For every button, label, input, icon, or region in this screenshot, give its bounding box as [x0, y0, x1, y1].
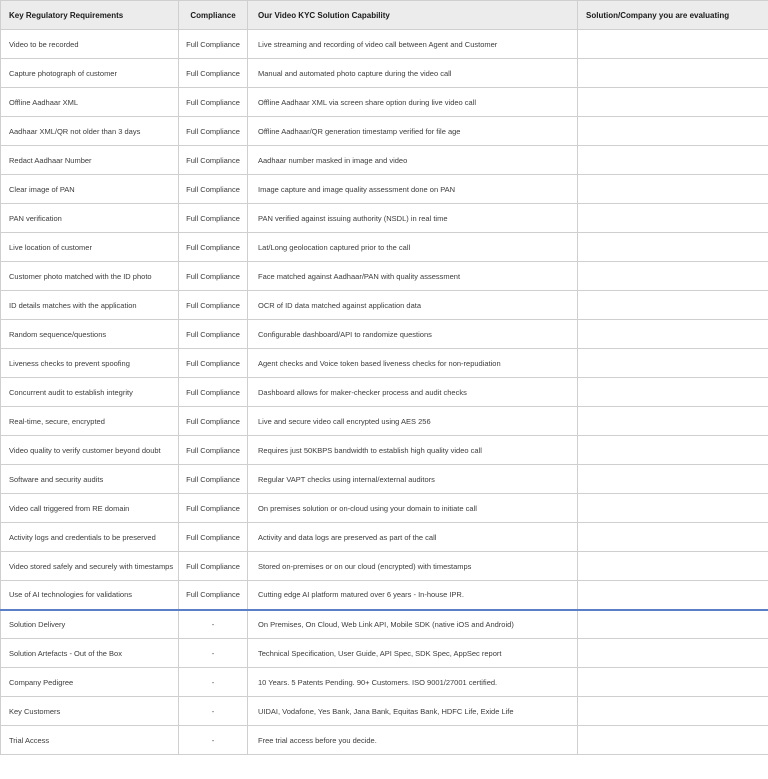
- capability-cell: Stored on-premises or on our cloud (encrypted) with timestamps: [248, 552, 578, 581]
- evaluation-cell: [578, 146, 768, 175]
- table-row: [1, 146, 768, 175]
- table-body: [1, 30, 768, 755]
- evaluation-cell: [578, 233, 768, 262]
- compliance-cell: Full Compliance: [179, 88, 248, 117]
- requirement-cell: PAN verification: [1, 204, 179, 233]
- capability-cell: Face matched against Aadhaar/PAN with quality assessment: [248, 262, 578, 291]
- table-row: [1, 465, 768, 494]
- table-row: [1, 262, 768, 291]
- table-row: [1, 117, 768, 146]
- header-row: [1, 1, 768, 30]
- capability-cell: Cutting edge AI platform matured over 6 years - In-house IPR.: [248, 581, 578, 610]
- table-row: [1, 88, 768, 117]
- requirement-cell: Key Customers: [1, 697, 179, 726]
- column-header-evaluation: Solution/Company you are evaluating: [578, 1, 768, 30]
- evaluation-cell: [578, 30, 768, 59]
- table-row: [1, 204, 768, 233]
- capability-cell: Manual and automated photo capture during the video call: [248, 59, 578, 88]
- requirement-cell: Redact Aadhaar Number: [1, 146, 179, 175]
- table-header: [1, 1, 768, 30]
- capability-cell: Regular VAPT checks using internal/external auditors: [248, 465, 578, 494]
- compliance-cell: Full Compliance: [179, 552, 248, 581]
- evaluation-cell: [578, 494, 768, 523]
- compliance-cell: Full Compliance: [179, 117, 248, 146]
- table-row: [1, 407, 768, 436]
- capability-cell: Aadhaar number masked in image and video: [248, 146, 578, 175]
- compliance-cell: Full Compliance: [179, 291, 248, 320]
- evaluation-cell: [578, 523, 768, 552]
- requirement-cell: Solution Delivery: [1, 610, 179, 639]
- compliance-cell: Full Compliance: [179, 465, 248, 494]
- capability-cell: Agent checks and Voice token based liveness checks for non-repudiation: [248, 349, 578, 378]
- capability-cell: 10 Years. 5 Patents Pending. 90+ Customers. ISO 9001/27001 certified.: [248, 668, 578, 697]
- compliance-cell: Full Compliance: [179, 436, 248, 465]
- compliance-cell: -: [179, 697, 248, 726]
- compliance-cell: -: [179, 726, 248, 755]
- requirement-cell: Liveness checks to prevent spoofing: [1, 349, 179, 378]
- table-row: [1, 552, 768, 581]
- table-row: [1, 378, 768, 407]
- evaluation-cell: [578, 378, 768, 407]
- compliance-cell: Full Compliance: [179, 494, 248, 523]
- requirement-cell: Activity logs and credentials to be preserved: [1, 523, 179, 552]
- requirement-cell: Video to be recorded: [1, 30, 179, 59]
- table-row: [1, 668, 768, 697]
- evaluation-cell: [578, 117, 768, 146]
- table-row: [1, 30, 768, 59]
- compliance-cell: Full Compliance: [179, 59, 248, 88]
- compliance-cell: Full Compliance: [179, 175, 248, 204]
- requirement-cell: Live location of customer: [1, 233, 179, 262]
- evaluation-cell: [578, 204, 768, 233]
- column-header-requirements: Key Regulatory Requirements: [1, 1, 179, 30]
- evaluation-cell: [578, 697, 768, 726]
- evaluation-cell: [578, 552, 768, 581]
- requirement-cell: ID details matches with the application: [1, 291, 179, 320]
- capability-cell: Lat/Long geolocation captured prior to the call: [248, 233, 578, 262]
- evaluation-cell: [578, 407, 768, 436]
- compliance-cell: Full Compliance: [179, 30, 248, 59]
- capability-cell: OCR of ID data matched against application data: [248, 291, 578, 320]
- requirement-cell: Software and security audits: [1, 465, 179, 494]
- compliance-cell: Full Compliance: [179, 146, 248, 175]
- compliance-cell: -: [179, 639, 248, 668]
- requirement-cell: Customer photo matched with the ID photo: [1, 262, 179, 291]
- capability-cell: Image capture and image quality assessment done on PAN: [248, 175, 578, 204]
- compliance-cell: -: [179, 668, 248, 697]
- compliance-cell: Full Compliance: [179, 378, 248, 407]
- compliance-cell: Full Compliance: [179, 262, 248, 291]
- capability-cell: Configurable dashboard/API to randomize questions: [248, 320, 578, 349]
- capability-cell: Live streaming and recording of video call between Agent and Customer: [248, 30, 578, 59]
- compliance-cell: Full Compliance: [179, 407, 248, 436]
- column-header-capability: Our Video KYC Solution Capability: [248, 1, 578, 30]
- compliance-cell: Full Compliance: [179, 349, 248, 378]
- table-row: [1, 523, 768, 552]
- table-row: [1, 233, 768, 262]
- requirement-cell: Use of AI technologies for validations: [1, 581, 179, 610]
- capability-cell: On Premises, On Cloud, Web Link API, Mobile SDK (native iOS and Android): [248, 610, 578, 639]
- evaluation-cell: [578, 465, 768, 494]
- requirement-cell: Company Pedigree: [1, 668, 179, 697]
- capability-cell: On premises solution or on-cloud using your domain to initiate call: [248, 494, 578, 523]
- compliance-cell: Full Compliance: [179, 523, 248, 552]
- table-row: [1, 581, 768, 610]
- column-header-compliance: Compliance: [179, 1, 248, 30]
- compliance-cell: Full Compliance: [179, 204, 248, 233]
- evaluation-cell: [578, 175, 768, 204]
- table-row: [1, 697, 768, 726]
- evaluation-cell: [578, 59, 768, 88]
- table-row: [1, 610, 768, 639]
- requirement-cell: Clear image of PAN: [1, 175, 179, 204]
- requirement-cell: Real-time, secure, encrypted: [1, 407, 179, 436]
- compliance-cell: Full Compliance: [179, 581, 248, 610]
- evaluation-cell: [578, 581, 768, 610]
- evaluation-cell: [578, 320, 768, 349]
- requirement-cell: Video call triggered from RE domain: [1, 494, 179, 523]
- requirement-cell: Offline Aadhaar XML: [1, 88, 179, 117]
- requirement-cell: Solution Artefacts - Out of the Box: [1, 639, 179, 668]
- compliance-cell: Full Compliance: [179, 320, 248, 349]
- capability-cell: Activity and data logs are preserved as part of the call: [248, 523, 578, 552]
- capability-cell: PAN verified against issuing authority (NSDL) in real time: [248, 204, 578, 233]
- capability-cell: Offline Aadhaar/QR generation timestamp verified for file age: [248, 117, 578, 146]
- evaluation-cell: [578, 349, 768, 378]
- table-row: [1, 320, 768, 349]
- evaluation-cell: [578, 436, 768, 465]
- table-row: [1, 494, 768, 523]
- evaluation-cell: [578, 668, 768, 697]
- requirement-cell: Video quality to verify customer beyond doubt: [1, 436, 179, 465]
- evaluation-cell: [578, 639, 768, 668]
- capability-cell: Technical Specification, User Guide, API Spec, SDK Spec, AppSec report: [248, 639, 578, 668]
- evaluation-cell: [578, 726, 768, 755]
- compliance-cell: Full Compliance: [179, 233, 248, 262]
- requirement-cell: Concurrent audit to establish integrity: [1, 378, 179, 407]
- capability-cell: Offline Aadhaar XML via screen share option during live video call: [248, 88, 578, 117]
- table-row: [1, 291, 768, 320]
- requirement-cell: Aadhaar XML/QR not older than 3 days: [1, 117, 179, 146]
- capability-cell: Dashboard allows for maker-checker process and audit checks: [248, 378, 578, 407]
- table-row: [1, 349, 768, 378]
- requirement-cell: Random sequence/questions: [1, 320, 179, 349]
- evaluation-cell: [578, 262, 768, 291]
- table-row: [1, 436, 768, 465]
- requirement-cell: Capture photograph of customer: [1, 59, 179, 88]
- requirement-cell: Video stored safely and securely with timestamps: [1, 552, 179, 581]
- requirement-cell: Trial Access: [1, 726, 179, 755]
- capability-cell: Requires just 50KBPS bandwidth to establish high quality video call: [248, 436, 578, 465]
- table-row: [1, 726, 768, 755]
- capability-cell: Free trial access before you decide.: [248, 726, 578, 755]
- evaluation-cell: [578, 88, 768, 117]
- table-row: [1, 175, 768, 204]
- table-row: [1, 639, 768, 668]
- capability-cell: Live and secure video call encrypted using AES 256: [248, 407, 578, 436]
- capability-cell: UIDAI, Vodafone, Yes Bank, Jana Bank, Equitas Bank, HDFC Life, Exide Life: [248, 697, 578, 726]
- compliance-cell: -: [179, 610, 248, 639]
- table-row: [1, 59, 768, 88]
- evaluation-cell: [578, 291, 768, 320]
- evaluation-cell: [578, 610, 768, 639]
